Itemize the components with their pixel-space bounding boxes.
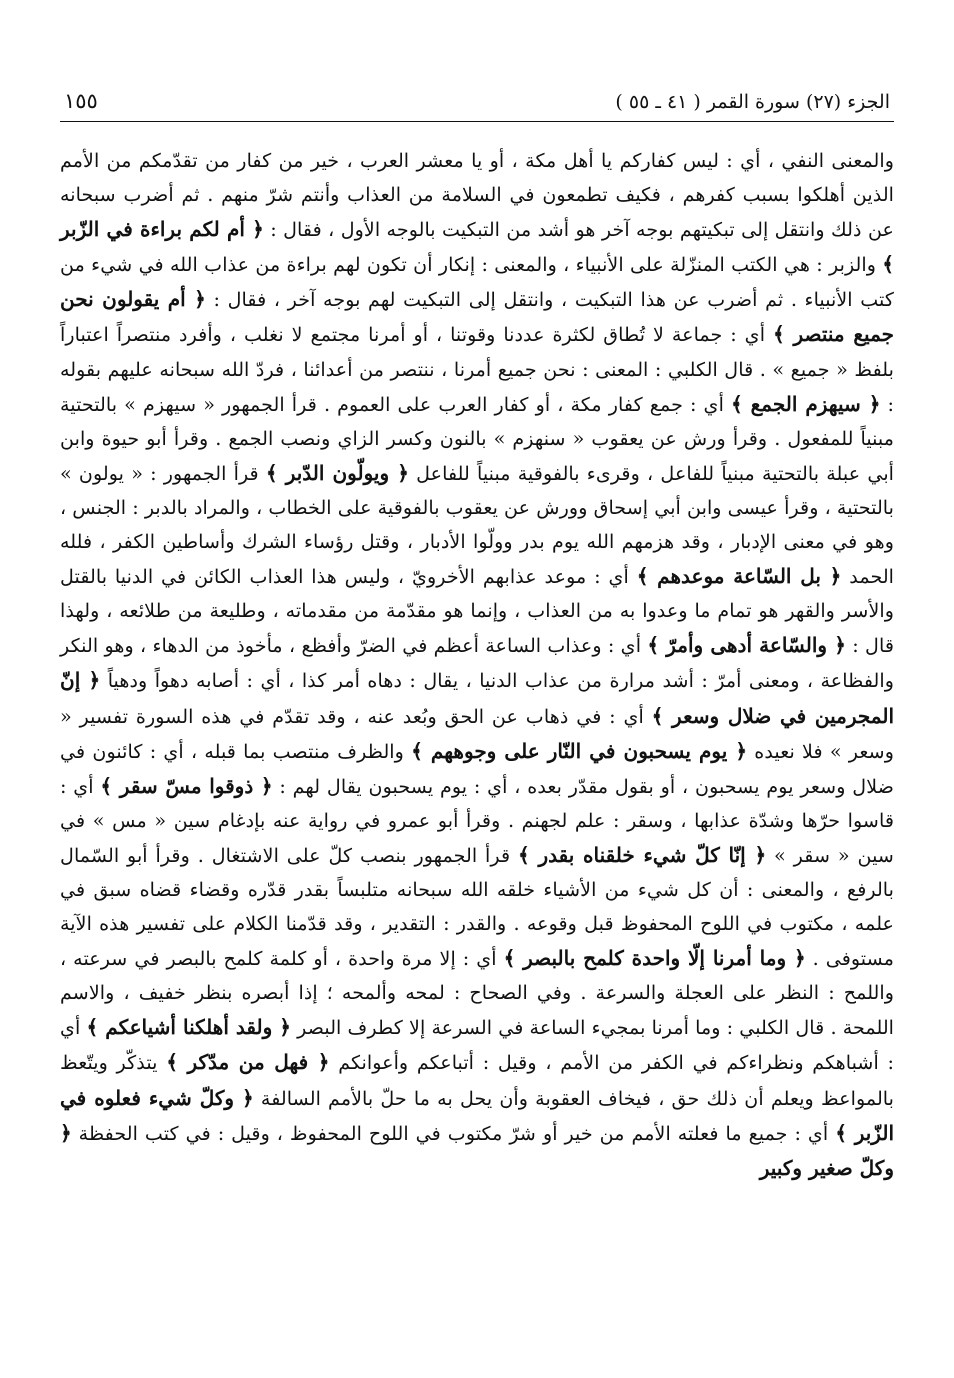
quran-verse: ﴿ والسّاعة أدهى وأمرّ ﴾ (647, 633, 846, 658)
quran-verse: ﴿ وكلّ صغير وكبير (60, 1120, 894, 1180)
quran-verse: ﴿ ذوقوا مسّ سقر ﴾ (100, 773, 273, 798)
commentary-text: والمعنى النفي ، أي : ليس كفاركم يا أهل مكة ، أو يا معشر العرب ، خير من كفار من تقدّمكم من الأمم الذين أهلكوا بسبب كفرهم ، فكيف تطمعون في السلامة من العذاب وأنتم شرّ منهم . ثم أضرب سبحانه عن ذلك وانتقل إلى تبكيتهم بوجه آخر هو أشد من التبكيت بالوجه الأول ، فقال : (60, 149, 895, 242)
running-title: الجزء (٢٧) سورة القمر ( ٤١ ـ ٥٥ ) (615, 91, 890, 113)
commentary-text: أي : أشباهكم ونظراءكم في الكفر من الأمم ، وقيل : أتباعكم وأعوانكم (60, 1016, 894, 1075)
commentary-text: أي : قاسوا حرّها وشدّة عذابها ، وسقر : علم لجهنم . وقرأ أبو عمرو في رواية عنه بإدغام سين « مس » في سين « سقر » (60, 774, 895, 867)
quran-verse: ﴿ ويولّون الدّبر ﴾ (265, 460, 409, 485)
commentary-text: والظرف منتصب بما قبله ، أي : كائنون في ضلال وسعر يوم يسحبون ، أو بقول مقدّر بعده ، أي : يوم يسحبون يقال لهم : (60, 739, 894, 798)
quran-verse: ﴿ سيهزم الجمع ﴾ (730, 391, 881, 416)
quran-verse: ﴿ ولقد أهلكنا أشياعكم ﴾ (86, 1015, 292, 1040)
quran-verse: ﴿ بل السّاعة موعدهم ﴾ (636, 564, 842, 589)
commentary-body (60, 144, 894, 1186)
commentary-text: والزبر : هي الكتب المنزّلة على الأنبياء ، والمعنى : إنكار أن تكون لهم براءة من عذاب الله في شيء من كتب الأنبياء . ثم أضرب عن هذا التبكيت ، وانتقل إلى التبكيت لهم بوجه آخر ، فقال : (60, 253, 894, 312)
quran-verse: ﴿ يوم يسحبون في النّار على وجوههم ﴾ (411, 738, 748, 763)
commentary-text: قرأ الجمهور بنصب كلّ على الاشتغال . وقرأ أبو السّمال بالرفع ، والمعنى : أن كل شيء من الأشياء خلقه الله سبحانه متلبساً بقدر قدّره وقضاء قضاه سبق في علمه ، مكتوب في اللوح المحفوظ قبل وقوعه . والقدر : التقدير ، وقد قدّمنا الكلام على تفسير هذه الآية مستوفى . (60, 843, 894, 971)
quran-verse: ﴿ وما أمرنا إلّا واحدة كلمح بالبصر ﴾ (503, 946, 806, 971)
quran-verse: ﴿ وكلّ شيء فعلوه في الزّبر ﴾ (60, 1085, 894, 1145)
quran-verse: ﴿ إنّا كلّ شيء خلقناه بقدر ﴾ (518, 842, 767, 867)
commentary-text: أي : جميع ما فعلته الأمم من خير أو شرّ مكتوب في اللوح المحفوظ ، وقيل : في كتب الحفظة (71, 1121, 836, 1145)
page-header (60, 88, 894, 122)
commentary-text: أي : وعذاب الساعة أعظم في الضرّ وأفظع ، مأخوذ من الدهاء ، وهو النكر والفظاعة ، ومعنى أمرّ : أشد مرارة من عذاب الدنيا ، يقال : دهاه أمر كذا ، أي : أصابه دهواً ودهياً (60, 634, 894, 693)
page-number: ١٥٥ (64, 89, 98, 113)
commentary-text: قرأ الجمهور : « يولون » بالتحتية ، وقرأ عيسى وابن أبي إسحاق وورش عن يعقوب بالفوقية على الخطاب ، والمراد بالدبر : الجنس ، وهو في معنى الإدبار ، وقد هزمهم الله يوم بدر وولّوا الأدبار ، وقتل رؤساء الشرك وأساطين الكفر ، فلله الحمد (60, 461, 895, 589)
commentary-paragraph (60, 144, 894, 1186)
quran-verse: ﴿ أم لكم براءة في الزّبر ﴾ (60, 217, 894, 277)
quran-verse: ﴿ أم يقولون نحن جميع منتصر ﴾ (60, 287, 894, 347)
commentary-text: أي : في ذهاب عن الحق وبُعد عنه ، وقد تقدّم في هذه السورة تفسير « وسعر » فلا نعيده (60, 704, 894, 763)
commentary-text: أي : جماعة لا تُطاق لكثرة عددنا وقوتنا ، أو أمرنا مجتمع لا نغلب ، وأفرد منتصراً اعتباراً بلفظ « جميع » . قال الكلبي : المعنى : نحن جميع أمرنا ، ننتصر من أعدائنا ، فردّ الله سبحانه عليهم بقوله : (60, 323, 894, 416)
commentary-text: يتذكّر ويتّعظ بالمواعظ ويعلم أن ذلك حق ، فيخاف العقوبة وأن يحل به ما حلّ بالأمم السالفة (60, 1051, 894, 1110)
page (60, 88, 894, 1186)
commentary-text: أي : موعد عذابهم الأخرويّ ، وليس هذا العذاب الكائن في الدنيا بالقتل والأسر والقهر هو تمام ما وعدوا به من العذاب ، وإنما هو مقدّمة من مقدماته ، وطليعة من طلائعه ، ولهذا قال : (60, 565, 894, 658)
commentary-text: أي : إلا مرة واحدة ، أو كلمة كلمح بالبصر في سرعته ، واللمح : النظر على العجلة والسرعة . وفي الصحاح : لمحه وألمحه ؛ إذا أبصره بنظر خفيف ، والاسم اللمحة . قال الكلبي : وما أمرنا بمجيء الساعة في السرعة إلا كطرف البصر (60, 947, 894, 1040)
commentary-text: أي : جمع كفار مكة ، أو كفار العرب على العموم . قرأ الجمهور « سيهزم » بالتحتية مبنياً للمفعول . وقرأ ورش عن يعقوب « سنهزم » بالنون وكسر الزاي ونصب الجمع . وقرأ أبو حيوة وابن أبي عبلة بالتحتية مبنياً للفاعل ، وقرىء بالفوقية مبنياً للفاعل (60, 392, 895, 485)
quran-verse: ﴿ إنّ المجرمين في ضلال وسعر ﴾ (60, 668, 894, 728)
quran-verse: ﴿ فهل من مدّكر ﴾ (166, 1050, 330, 1075)
